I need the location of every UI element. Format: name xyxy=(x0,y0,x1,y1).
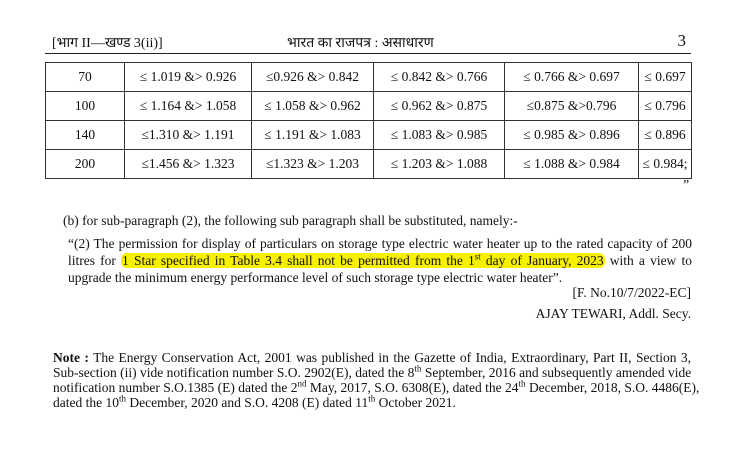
limit-cell: ≤ 1.203 &> 1.088 xyxy=(374,150,505,179)
limit-cell: ≤ 0.985 &> 0.896 xyxy=(505,121,639,150)
page-number: 3 xyxy=(677,31,686,50)
highlighted-text: 1 Star specified in Table 3.4 shall not be permitted from the 1st day of January, 2023 xyxy=(122,251,604,268)
limit-cell: ≤ 0.697 xyxy=(639,63,692,92)
limit-cell: ≤0.875 &>0.796 xyxy=(505,92,639,121)
header-rule xyxy=(45,53,691,54)
limit-cell: ≤ 1.191 &> 1.083 xyxy=(252,121,374,150)
note-line: Note : The Energy Conservation Act, 2001 was published in the Gazette of India, Extraordinary, Part II, Section 3, xyxy=(53,350,692,365)
limit-cell: ≤ 1.083 &> 0.985 xyxy=(374,121,505,150)
limit-cell: ≤ 0.984; xyxy=(639,150,692,179)
limit-cell: ≤ 1.058 &> 0.962 xyxy=(252,92,374,121)
capacity-cell: 70 xyxy=(46,63,125,92)
note-line: notification number S.O.1385 (E) dated the 2nd May, 2017, S.O. 6308(E), dated the 24th December, 2018, S.O. 4486(E), xyxy=(53,378,700,395)
quote-line: “(2) The permission for display of particulars on storage type electric water heater up to the rated capacity of 200 xyxy=(68,236,692,251)
limit-cell: ≤0.926 &> 0.842 xyxy=(252,63,374,92)
table-row xyxy=(46,121,692,150)
substituted-sub-paragraph xyxy=(68,235,692,286)
table-closing-quote: ” xyxy=(683,178,690,193)
header-gazette-title: भारत का राजपत्र : असाधारण xyxy=(287,36,434,51)
file-reference: [F. No.10/7/2022-EC] xyxy=(572,285,691,300)
capacity-cell: 100 xyxy=(46,92,125,121)
limit-cell: ≤ 0.962 &> 0.875 xyxy=(374,92,505,121)
limit-cell: ≤ 0.896 xyxy=(639,121,692,150)
table-row xyxy=(46,150,692,179)
quote-line: litres for 1 Star specified in Table 3.4 shall not be permitted from the 1st day of January, 2023 with a view to xyxy=(68,251,692,268)
header-section-label: [भाग II—खण्ड 3(ii)] xyxy=(52,36,163,51)
note-label: Note : xyxy=(53,350,89,365)
note-line: dated the 10th December, 2020 and S.O. 4208 (E) dated 11th October 2021. xyxy=(53,393,456,410)
capacity-cell: 140 xyxy=(46,121,125,150)
limit-cell: ≤ 0.796 xyxy=(639,92,692,121)
note-paragraph xyxy=(53,350,700,410)
quote-line: upgrade the minimum energy performance level of such storage type electric water heater”. xyxy=(68,270,563,285)
limit-cell: ≤ 1.164 &> 1.058 xyxy=(125,92,252,121)
signatory: AJAY TEWARI, Addl. Secy. xyxy=(535,306,691,321)
limit-cell: ≤ 1.019 &> 0.926 xyxy=(125,63,252,92)
table-row xyxy=(46,92,692,121)
sub-paragraph-b: (b) for sub-paragraph (2), the following sub paragraph shall be substituted, namely:- xyxy=(63,213,518,228)
page-header xyxy=(52,33,686,53)
limit-cell: ≤ 1.088 &> 0.984 xyxy=(505,150,639,179)
capacity-cell: 200 xyxy=(46,150,125,179)
limit-cell: ≤ 0.766 &> 0.697 xyxy=(505,63,639,92)
note-line: Sub-section (ii) vide notification number S.O. 2902(E), dated the 8th September, 2016 and subsequently amended vide xyxy=(53,363,692,380)
limit-cell: ≤1.456 &> 1.323 xyxy=(125,150,252,179)
limit-cell: ≤1.323 &> 1.203 xyxy=(252,150,374,179)
limit-cell: ≤1.310 &> 1.191 xyxy=(125,121,252,150)
limit-cell: ≤ 0.842 &> 0.766 xyxy=(374,63,505,92)
table-row xyxy=(46,63,692,92)
energy-limits-table xyxy=(45,62,692,179)
